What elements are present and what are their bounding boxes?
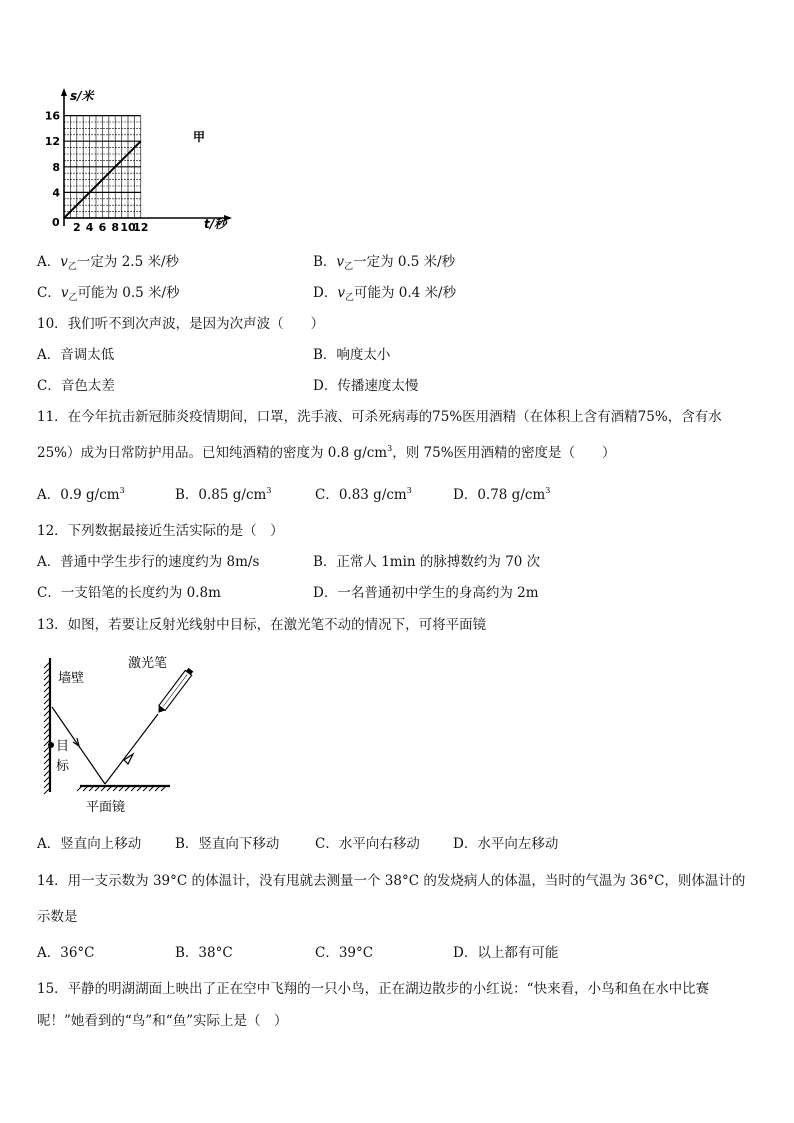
y-tick-label: 12 [44, 135, 60, 149]
target-label-1: 目 [56, 739, 70, 754]
q9-option-b[interactable] [313, 250, 455, 270]
q15-stem-line2: 呢！”她看到的“鸟”和“鱼”实际上是（ ） [37, 1013, 288, 1029]
subscript: 乙 [67, 262, 77, 272]
option-letter: D． [313, 285, 338, 301]
origin-label: 0 [52, 216, 60, 229]
mirror-hatch-line [77, 786, 82, 791]
x-tick-label: 10 [120, 221, 136, 234]
x-tick-label: 12 [133, 221, 149, 234]
q10-option-d[interactable]: D．传播速度太慢 [313, 378, 419, 394]
x-tick-label: 6 [98, 221, 107, 234]
q14-option-d[interactable]: D．以上都有可能 [453, 945, 559, 961]
incident-ray [105, 714, 158, 784]
option-letter: C． [37, 285, 61, 301]
subscript: 乙 [344, 262, 354, 272]
option-letter: A． [37, 254, 61, 270]
subscript: 乙 [68, 293, 78, 303]
q13-option-d[interactable]: D．水平向左移动 [453, 836, 559, 852]
laser-label: 激光笔 [128, 656, 168, 671]
q11-stem-line2 [37, 441, 616, 461]
target-label-2: 标 [56, 759, 70, 774]
q13-stem: 13．如图，若要让反射光线射中目标，在激光笔不动的情况下，可将平面镜 [37, 617, 487, 633]
q14-option-c[interactable]: C．39°C [315, 945, 374, 961]
q11-option-b[interactable] [175, 483, 271, 503]
y-axis-arrow [61, 88, 67, 96]
x-axis-label: t/秒 [204, 217, 227, 231]
q13-option-c[interactable]: C．水平向右移动 [315, 836, 420, 852]
q11-stem-line1: 11．在今年抗击新冠肺炎疫情期间，口罩，洗手液、可杀死病毒的75%医用酒精（在体积上含有酒精75%，含有水 [37, 409, 722, 425]
option-letter: B． [313, 254, 337, 270]
option-text: D．0.78 g/cm [453, 487, 546, 503]
option-text: 一定为 2.5 米/秒 [76, 254, 180, 270]
graph-grid [64, 116, 141, 218]
y-tick-label: 8 [52, 160, 60, 174]
velocity-symbol: v [337, 285, 345, 301]
mirror-label: 平面镜 [86, 800, 126, 815]
q15-stem-line1: 15．平静的明湖湖面上映出了正在空中飞翔的一只小鸟，正在湖边散步的小红说：“快来看，小鸟和鱼在水中比赛 [37, 981, 710, 997]
superscript: 3 [387, 444, 393, 453]
option-text: C．0.83 g/cm [315, 487, 407, 503]
y-tick-label: 4 [52, 186, 60, 200]
q11-option-c[interactable] [315, 483, 412, 503]
y-tick-label: 16 [44, 109, 60, 123]
subscript: 乙 [344, 293, 354, 303]
q9-option-d[interactable] [313, 281, 456, 301]
q14-option-a[interactable]: A．36°C [37, 945, 95, 961]
superscript: 3 [406, 486, 412, 495]
superscript: 3 [119, 486, 125, 495]
superscript: 3 [545, 486, 551, 495]
q11-stem-text-end: ，则 75%医用酒精的密度是（ ） [392, 445, 616, 461]
q13-option-a[interactable]: A．竖直向上移动 [37, 836, 142, 852]
mirror-figure [40, 650, 200, 820]
target-dot [48, 742, 54, 748]
q12-stem: 12．下列数据最接近生活实际的是（ ） [37, 523, 284, 539]
q12-option-b[interactable]: B．正常人 1min 的脉搏数约为 70 次 [313, 554, 541, 570]
x-tick-label: 8 [111, 221, 120, 234]
x-tick-label: 2 [72, 221, 81, 234]
y-axis-label: s/米 [70, 89, 94, 103]
q10-option-a[interactable]: A．音调太低 [37, 347, 115, 363]
superscript: 3 [266, 486, 272, 495]
q14-stem-line2: 示数是 [37, 909, 78, 925]
q13-option-b[interactable]: B．竖直向下移动 [175, 836, 280, 852]
option-text: B．0.85 g/cm [175, 487, 267, 503]
wall-label: 墙壁 [58, 671, 85, 686]
q9-option-a[interactable] [37, 250, 179, 270]
velocity-symbol: v [60, 285, 69, 301]
q11-option-a[interactable] [37, 483, 125, 503]
q9-option-c[interactable] [37, 281, 180, 301]
incident-ray-arrow [124, 754, 133, 764]
st-graph [36, 84, 236, 234]
option-text: 可能为 0.5 米/秒 [77, 285, 180, 301]
option-text: 可能为 0.4 米/秒 [353, 285, 457, 301]
q11-option-d[interactable] [453, 483, 550, 503]
velocity-symbol: v [336, 254, 345, 270]
q14-stem-line1: 14．用一支示数为 39°C 的体温计，没有甩就去测量一个 38°C 的发烧病人的体温，当时的气温为 36°C，则体温计的 [37, 873, 746, 889]
series-label: 甲 [193, 130, 206, 144]
q12-option-a[interactable]: A．普通中学生步行的速度约为 8m/s [37, 554, 260, 570]
q10-stem: 10．我们听不到次声波，是因为次声波（ ） [37, 316, 325, 332]
laser-pen [155, 667, 194, 715]
q10-option-b[interactable]: B．响度太小 [313, 347, 391, 363]
option-text: A．0.9 g/cm [37, 487, 120, 503]
q12-option-d[interactable]: D．一名普通初中学生的身高约为 2m [313, 585, 539, 601]
x-tick-label: 4 [85, 221, 94, 234]
q10-option-c[interactable]: C．音色太差 [37, 378, 115, 394]
q14-option-b[interactable]: B．38°C [175, 945, 233, 961]
velocity-symbol: v [60, 254, 68, 270]
option-text: 一定为 0.5 米/秒 [353, 254, 456, 270]
q12-option-c[interactable]: C．一支铅笔的长度约为 0.8m [37, 585, 221, 601]
q11-stem-text: 25%）成为日常防护用品。已知纯酒精的密度为 0.8 g/cm [37, 445, 388, 461]
